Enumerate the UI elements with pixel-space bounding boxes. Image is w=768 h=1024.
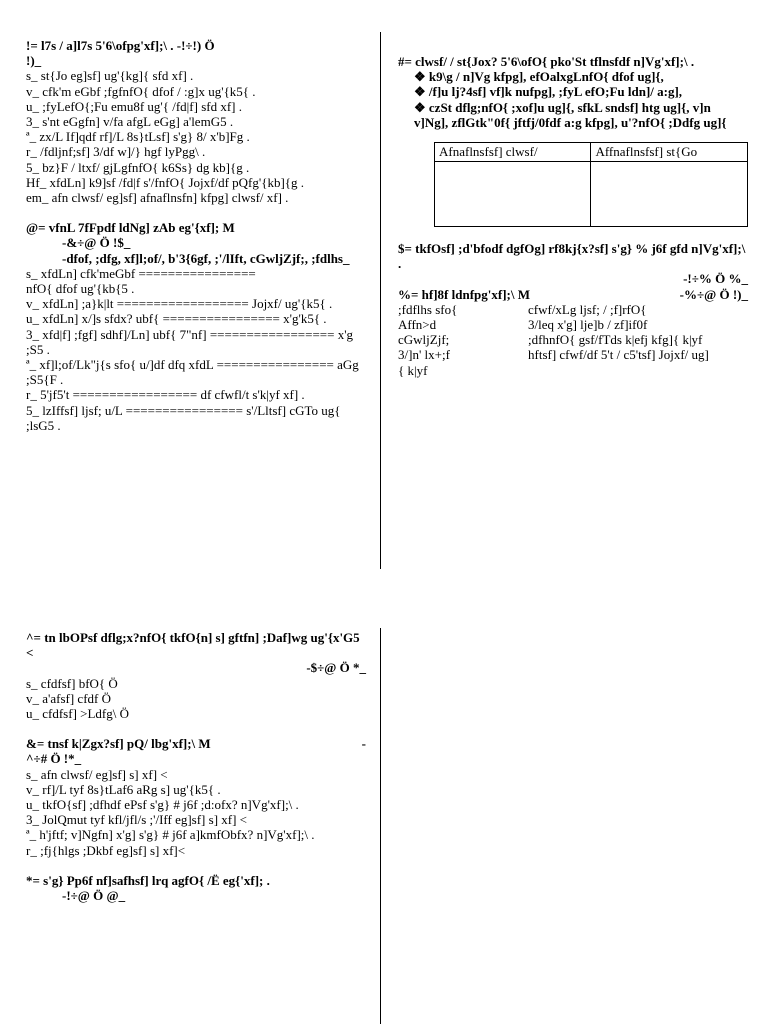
match-left: ;fdflhs sfo{	[398, 301, 458, 317]
match-row	[398, 302, 748, 317]
match-right: cfwf/xLg ljsf; / ;f]rfO{	[528, 301, 647, 317]
match-row	[398, 317, 748, 332]
q2-item: r_ 5'jf5't ================= df cfwfl/t s'k|yf xf] .	[26, 387, 305, 403]
match-right: 3/leq x'g] lje]b / zf]if0f	[528, 317, 648, 333]
q6-item: v_ a'afsf] cfdf Ö	[26, 690, 111, 706]
q1-item: v_ cfk'm eGbf ;fgfnfO{ dfof / :g]x ug'{k5{ .	[26, 83, 256, 99]
q3-bullet-2: ❖ /f]u lj?4sf] vf]k nufpg], ;fyL efO;Fu ldn]/ a:g],	[414, 84, 683, 100]
match-left: Affn>d	[398, 317, 437, 333]
q7-item: s_ afn clwsf/ eg]sf] s] xf] <	[26, 766, 168, 782]
q3-bullet-text: k9\g / n]Vg kfpg], efOalxgLnfO{ dfof ug]{,	[428, 69, 664, 85]
q2-item: ª_ xf]l;of/Lk"j{s sfo{ u/]df dfq xfdL ================ aGg ;S5{F .	[26, 357, 359, 388]
question-1-marks: !)_	[26, 53, 42, 69]
question-2-options: -dfof, ;dfg, xf]l;of/, b'3{6gf, ;'/lIft, cGwljZjf;, ;fdlhs_	[62, 250, 350, 266]
match-right: ;dfhnfO{ gsf/fTds k|efj kfg]{ k|yf	[528, 332, 703, 348]
q7-item: r_ ;fj{hlgs ;Dkbf eg]sf] s] xf]<	[26, 842, 186, 858]
q2-item: 5_ lzIffsf] ljsf; u/L ================ s'/Lltsf] cGTo ug{ ;lsG5 .	[26, 402, 341, 433]
match-left: cGwljZjf;	[398, 332, 450, 348]
table-header-duties: Affnaflnsfsf] st{Go	[591, 143, 748, 162]
question-4-marks: -!÷% Ö %_	[683, 271, 748, 287]
question-5-marks: -%÷@ Ö !)_	[679, 286, 748, 302]
q1-item: u_ ;fyLefO{;Fu emu8f ug'{ /fd|f] sfd xf] .	[26, 98, 242, 114]
q1-item: em_ afn clwsf/ eg]sf] afnaflnsfn] kfpg] clwsf/ xf] .	[26, 190, 289, 206]
match-left: { k|yf	[398, 362, 428, 378]
q3-bullet-1: ❖ k9\g / n]Vg kfpg], efOalxgLnfO{ dfof ug]{,	[414, 69, 664, 85]
column-divider-top	[380, 32, 381, 569]
match-row	[398, 332, 748, 347]
match-row	[398, 363, 748, 378]
table-cell-duties[interactable]	[591, 162, 748, 227]
question-5-title	[398, 287, 748, 302]
left-top-column	[26, 38, 366, 433]
question-6-title: ^= tn lbOPsf dflg;x?nfO{ tkfO{n] s] gftfn] ;Daf]wg ug'{x'G5 <	[26, 630, 360, 661]
q1-item: s_ st{Jo eg]sf] ug'{kg]{ sfd xf] .	[26, 68, 194, 84]
q1-item: Hf_ xfdLn] k9]sf /fd|f s'/fnfO{ Jojxf/df pQfg'{kb]{g .	[26, 174, 305, 190]
question-7-text: &= tnsf k|Zgx?sf] pQ/ lbg'xf];\ M	[26, 736, 211, 752]
q1-item: 5_ bz}F / ltxf/ gjLgfnfO{ k6Ss} dg kb]{g .	[26, 159, 250, 175]
q2-item: s_ xfdLn] cfk'meGbf ================	[26, 265, 256, 281]
match-right: hftsf] cfwf/df 5't / c5'tsf] Jojxf/ ug]	[528, 347, 709, 363]
question-3-title: #= clwsf/ / st{Jox? 5'6\ofO{ pko'St tflnsfdf n]Vg'xf];\ .	[398, 54, 695, 69]
q2-item: u_ xfdLn] x/]s sfdx? ubf{ ================ x'g'k5{ .	[26, 311, 327, 327]
q1-item: r_ /fdljnf;sf] 3/df w]/} hgf lyPgg\ .	[26, 144, 206, 160]
question-8-title: *= s'g} Pp6f nf]safhsf] lrq agfO{ /Ë eg{'xf]; .	[26, 872, 270, 888]
q2-item: 3_ xfd|f] ;fgf] sdhf]/Ln] ubf{ 7"nf] ================= x'g ;S5 .	[26, 326, 354, 357]
q3-bullet-text: /f]u lj?4sf] vf]k nufpg], ;fyL efO;Fu ldn]/ a:g],	[428, 84, 683, 100]
question-8-marks: -!÷@ Ö @_	[62, 888, 126, 904]
column-divider-bottom	[380, 628, 381, 1024]
q6-item: s_ cfdfsf] bfO{ Ö	[26, 675, 118, 691]
question-5-text: %= hf]8f ldnfpg'xf];\ M	[398, 286, 530, 302]
q6-item: u_ cfdfsf] >Ldfg\ Ö	[26, 706, 129, 722]
q3-bullet-3: ❖ czSt dflg;nfO{ ;xof]u ug]{, sfkL sndsf] htg ug]{, v]n v]Ng], zflGtk"0f{ jftfj/0fdf a:g kfpg], u'?nfO{ ;Ddfg ug]{	[414, 99, 727, 130]
q1-item: ª_ zx/L If]qdf rf]/L 8s}tLsf] s'g} 8/ x'b]Fg .	[26, 129, 250, 145]
q2-item: nfO{ dfof ug'{kb{5 .	[26, 281, 135, 297]
question-2-title: @= vfnL 7fFpdf ldNg] zAb eg'{xf]; M	[26, 220, 235, 236]
question-7-title	[26, 736, 366, 751]
q7-item: 3_ JolQmut tyf kfl/jfl/s ;'/Iff eg]sf] s] xf] <	[26, 812, 248, 828]
question-2-marks: -&÷@ Ö !$_	[62, 235, 131, 251]
question-7-marks: ^÷# Ö !*_	[26, 751, 82, 767]
table-cell-rights[interactable]	[435, 162, 591, 227]
match-left: 3/]n' lx+;f	[398, 347, 450, 363]
table-header-rights: Afnaflnsfsf] clwsf/	[435, 143, 591, 162]
q3-bullet-text: czSt dflg;nfO{ ;xof]u ug]{, sfkL sndsf] htg ug]{, v]n v]Ng], zflGtk"0f{ jftfj/0fdf a:g kfpg], u'?nfO{ ;Ddfg ug]{	[414, 99, 727, 130]
question-4-title: $= tkfOsf] ;d'bfodf dgfOg] rf8kj{x?sf] s'g} % j6f gfd n]Vg'xf];\ .	[398, 241, 746, 272]
q2-item: v_ xfdLn] ;a}k|lt ================== Jojxf/ ug'{k5{ .	[26, 296, 333, 312]
q7-item: v_ rf]/L tyf 8s}tLaf6 aRg s] ug'{k5{ .	[26, 781, 221, 797]
question-6-marks: -$÷@ Ö *_	[306, 660, 366, 676]
q7-item: u_ tkfO{sf] ;dfhdf ePsf s'g} # j6f ;d:ofx? n]Vg'xf];\ .	[26, 797, 299, 813]
question-1-title: != l7s / a]l7s 5'6\ofpg'xf];\ . -!÷!) Ö	[26, 38, 215, 53]
match-row	[398, 347, 748, 362]
right-top-column	[398, 54, 748, 378]
left-bottom-column	[26, 630, 366, 903]
q1-item: 3_ s'nt eGgfn] v/fa afgL eGg] a'lemG5 .	[26, 114, 234, 130]
question-7-marks-dash: -	[361, 736, 366, 752]
rights-duties-table	[434, 142, 748, 227]
q7-item: ª_ h'jftf; v]Ngfn] x'g] s'g} # j6f a]kmfObfx? n]Vg'xf];\ .	[26, 827, 315, 843]
